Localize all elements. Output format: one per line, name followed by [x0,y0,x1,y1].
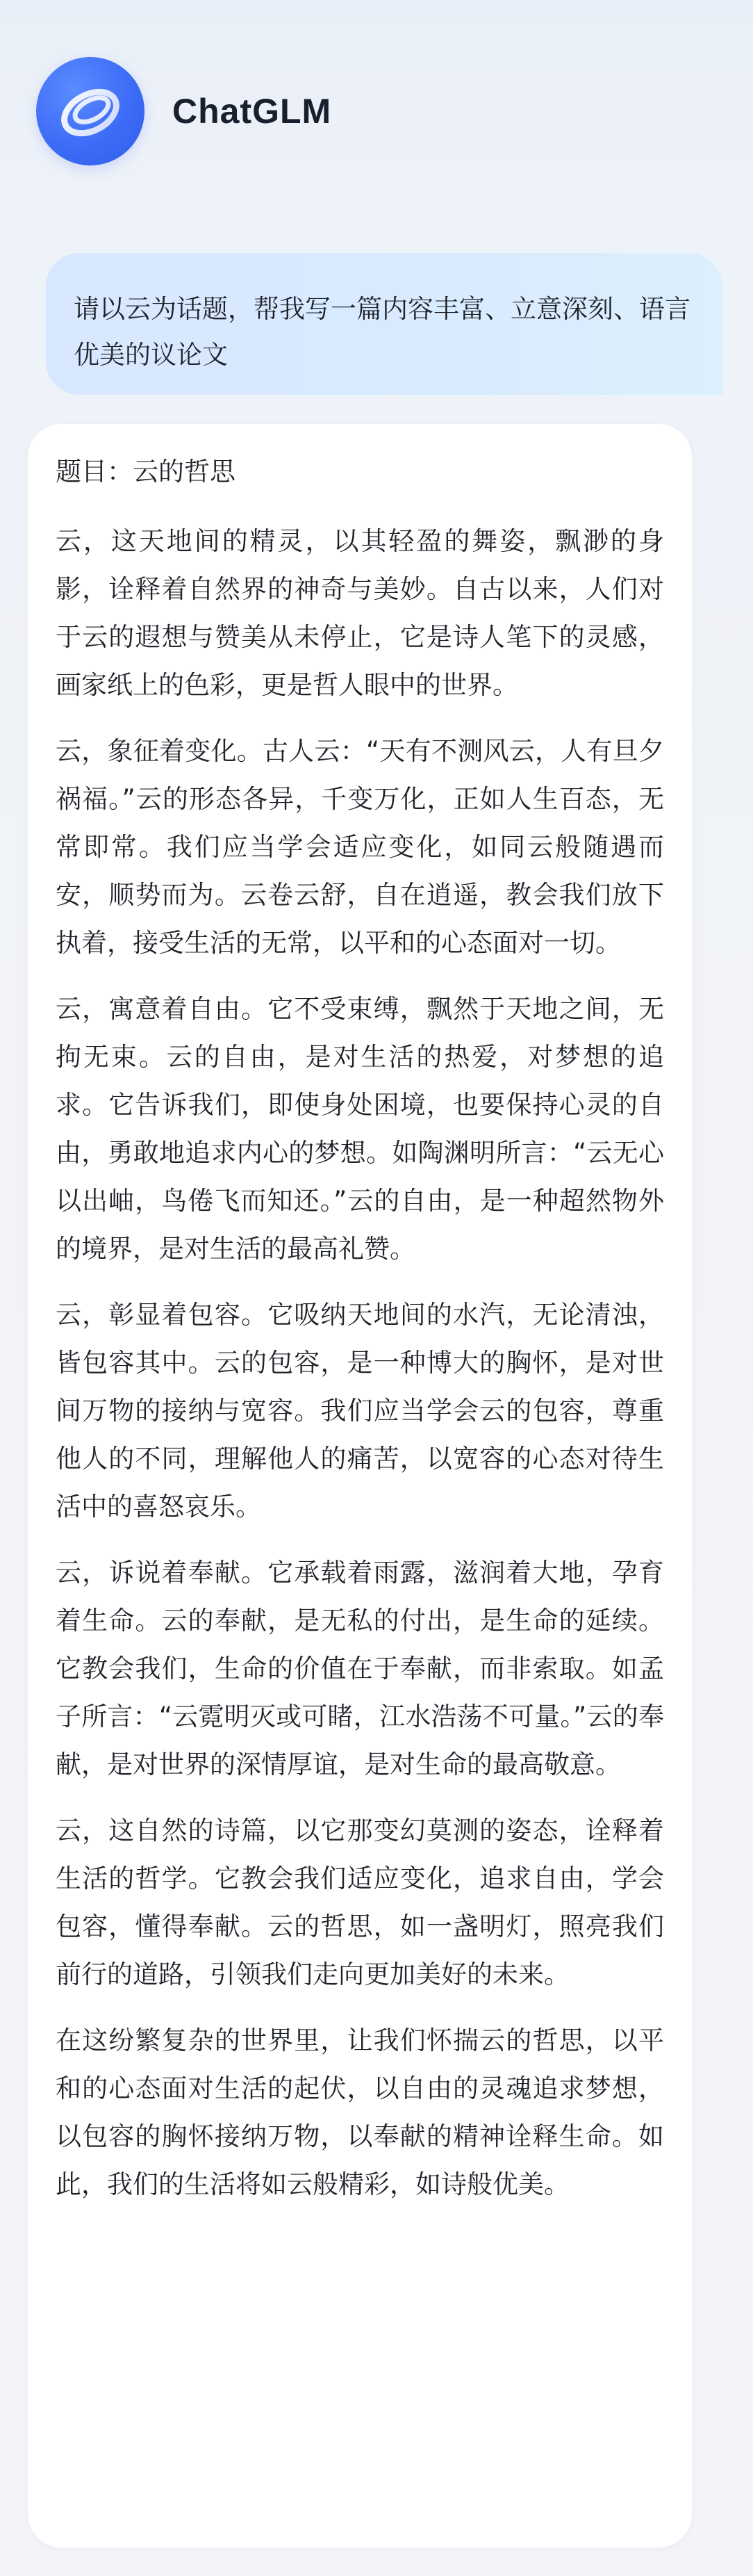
user-message-text: 请以云为话题，帮我写一篇内容丰富、立意深刻、语言优美的议论文 [74,294,690,370]
essay-paragraph: 云，这天地间的精灵，以其轻盈的舞姿，飘渺的身影，诠释着自然界的神奇与美妙。自古以来，人们对于云的遐想与赞美从未停止，它是诗人笔下的灵感，画家纸上的色彩，更是哲人眼中的世界。 [56,526,664,700]
user-message-bubble [46,253,722,395]
essay-paragraph: 云，寓意着自由。它不受束缚，飘然于天地之间，无拘无束。云的自由，是对生活的热爱，对梦想的追求。它告诉我们，即使身处困境，也要保持心灵的自由，勇敢地追求内心的梦想。如陶渊明所言：“云无心以出岫，鸟倦飞而知还。”云的自由，是一种超然物外的境界，是对生活的最高礼赞。 [56,994,664,1264]
essay-title: 题目：云的哲思 [56,457,235,487]
essay-paragraph: 在这纷繁复杂的世界里，让我们怀揣云的哲思，以平和的心态面对生活的起伏，以自由的灵魂追求梦想，以包容的胸怀接纳万物，以奉献的精神诠释生命。如此，我们的生活将如云般精彩，如诗般优美。 [56,2025,664,2199]
app-header [36,57,331,165]
essay-paragraph: 云，象征着变化。古人云：“天有不测风云，人有旦夕祸福。”云的形态各异，千变万化，正如人生百态，无常即常。我们应当学会适应变化，如同云般随遇而安，顺势而为。云卷云舒，自在逍遥，教会我们放下执着，接受生活的无常，以平和的心态面对一切。 [56,736,664,958]
essay-paragraph: 云，彰显着包容。它吸纳天地间的水汽，无论清浊，皆包容其中。云的包容，是一种博大的胸怀，是对世间万物的接纳与宽容。我们应当学会云的包容，尊重他人的不同，理解他人的痛苦，以宽容的心态对待生活中的喜怒哀乐。 [56,1300,664,1522]
essay-paragraph: 云，这自然的诗篇，以它那变幻莫测的姿态，诠释着生活的哲学。它教会我们适应变化，追求自由，学会包容，懂得奉献。云的哲思，如一盏明灯，照亮我们前行的道路，引领我们走向更加美好的未来。 [56,1816,664,1989]
app-title: ChatGLM [172,92,332,131]
chatglm-logo-icon [36,57,144,165]
essay-paragraph: 云，诉说着奉献。它承载着雨露，滋润着大地，孕育着生命。云的奉献，是无私的付出，是生命的延续。它教会我们，生命的价值在于奉献，而非索取。如孟子所言：“云霓明灭或可睹，江水浩荡不可量。”云的奉献，是对世界的深情厚谊，是对生命的最高敬意。 [56,1558,664,1779]
assistant-message-card [28,424,692,2548]
